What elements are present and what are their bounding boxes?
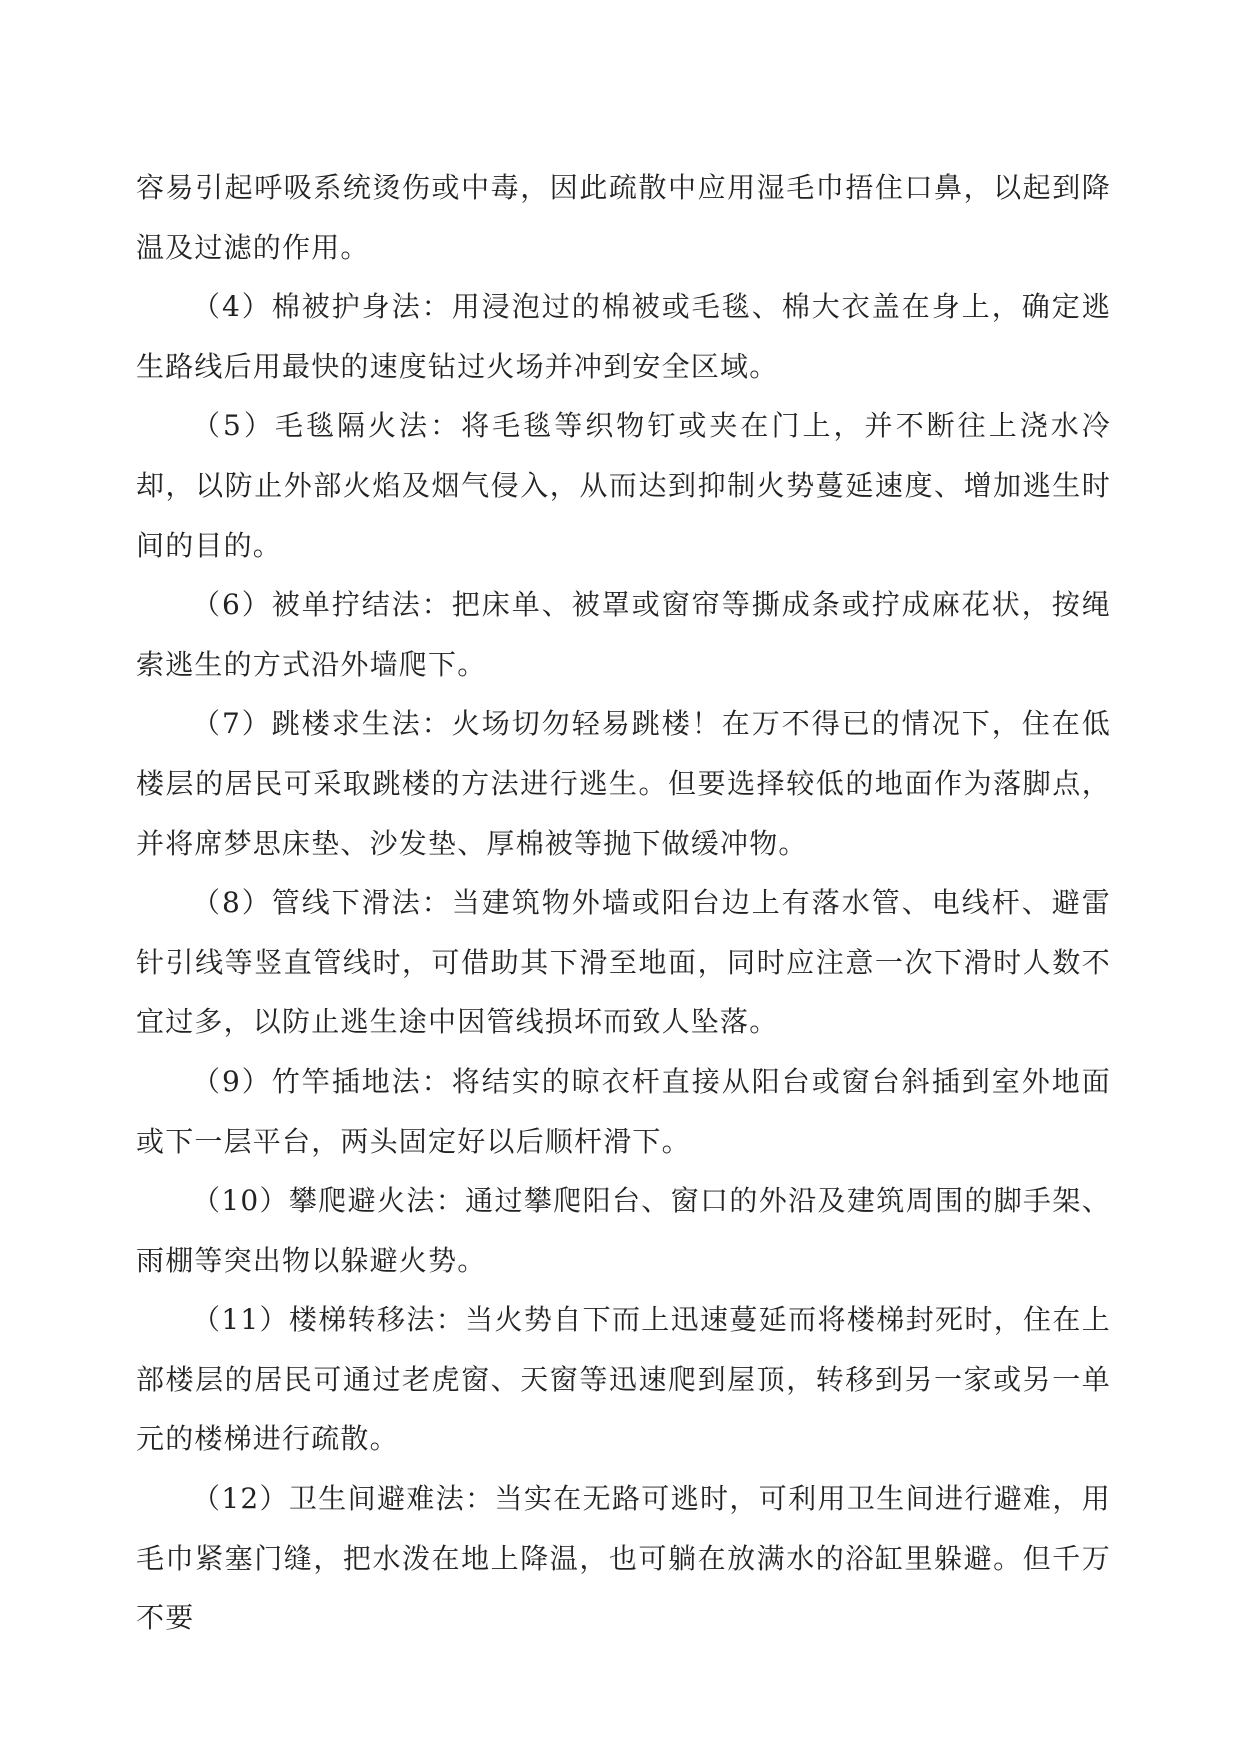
paragraph-method-5: （5）毛毯隔火法：将毛毯等织物钉或夹在门上，并不断往上浇水冷却，以防止外部火焰及烟气侵入，从而达到抑制火势蔓延速度、增加逃生时间的目的。 — [136, 409, 1111, 562]
paragraph-method-4: （4）棉被护身法：用浸泡过的棉被或毛毯、棉大衣盖在身上，确定逃生路线后用最快的速度钻过火场并冲到安全区域。 — [136, 290, 1111, 383]
paragraph-method-8: （8）管线下滑法：当建筑物外墙或阳台边上有落水管、电线杆、避雷针引线等竖直管线时，可借助其下滑至地面，同时应注意一次下滑时人数不宜过多，以防止逃生途中因管线损坏而致人坠落。 — [136, 886, 1111, 1039]
paragraph-method-7: （7）跳楼求生法：火场切勿轻易跳楼！在万不得已的情况下，住在低楼层的居民可采取跳楼的方法进行逃生。但要选择较低的地面作为落脚点，并将席梦思床垫、沙发垫、厚棉被等抛下做缓冲物。 — [136, 707, 1111, 860]
paragraph-method-9: （9）竹竿插地法：将结实的晾衣杆直接从阳台或窗台斜插到室外地面或下一层平台，两头固定好以后顺杆滑下。 — [136, 1064, 1111, 1158]
paragraph-method-10: （10）攀爬避火法：通过攀爬阳台、窗口的外沿及建筑周围的脚手架、雨棚等突出物以躲避火势。 — [136, 1184, 1111, 1277]
document-body — [136, 158, 1111, 1648]
paragraph-method-12: （12）卫生间避难法：当实在无路可逃时，可利用卫生间进行避难，用毛巾紧塞门缝，把水泼在地上降温，也可躺在放满水的浴缸里躲避。但千万不要 — [136, 1482, 1111, 1635]
paragraph-continuation: 容易引起呼吸系统烫伤或中毒，因此疏散中应用湿毛巾捂住口鼻，以起到降温及过滤的作用。 — [136, 171, 1111, 264]
paragraph-method-11: （11）楼梯转移法：当火势自下而上迅速蔓延而将楼梯封死时，住在上部楼层的居民可通过老虎窗、天窗等迅速爬到屋顶，转移到另一家或另一单元的楼梯进行疏散。 — [136, 1303, 1111, 1456]
paragraph-method-6: （6）被单拧结法：把床单、被罩或窗帘等撕成条或拧成麻花状，按绳索逃生的方式沿外墙爬下。 — [136, 588, 1111, 681]
